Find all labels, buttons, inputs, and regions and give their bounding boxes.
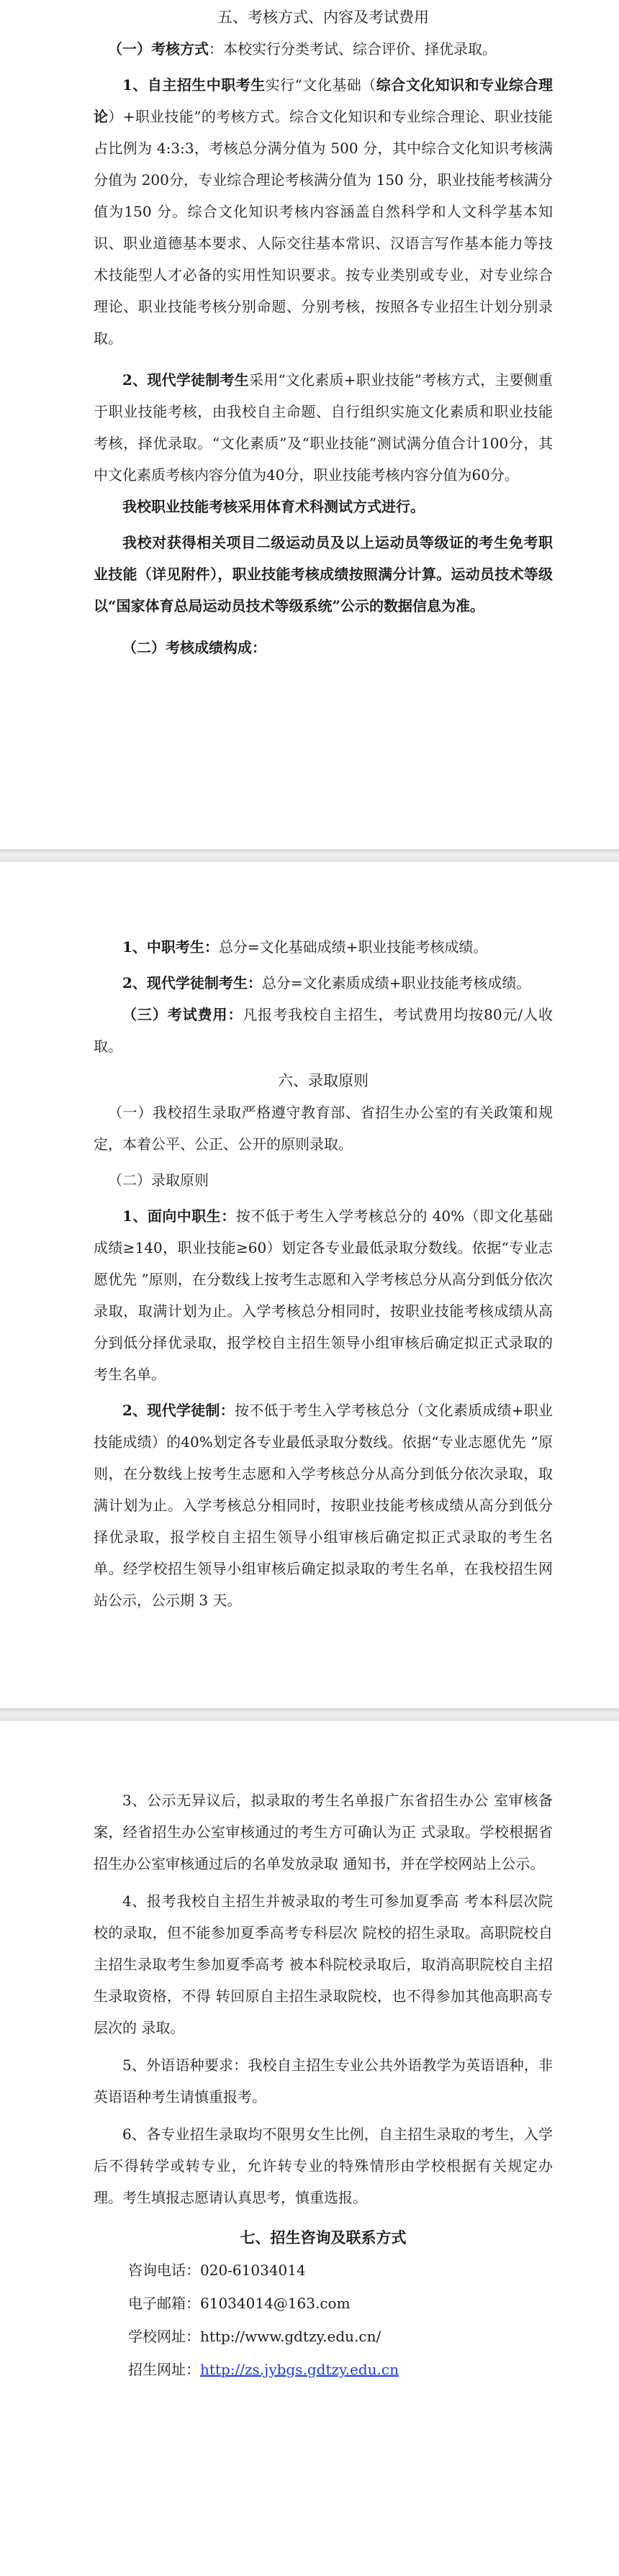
athlete-exemption-paragraph: 我校对获得相关项目二级运动员及以上运动员等级证的考生免考职业技能（详见附件），职业技能考核成绩按照满分计算。运动员技术等级以“国家体育总局运动员技术等级系统”公示的数据信息为准。 xyxy=(94,534,553,614)
assessment-method-text: ：本校实行分类考试、综合评价、择优录取。 xyxy=(209,40,497,58)
document-page-2 xyxy=(0,862,619,1708)
vocational-student-bold: 综合文化知识和专业综合理论 xyxy=(94,76,554,125)
score-vocational-paragraph xyxy=(94,931,553,963)
vocational-student-paragraph xyxy=(94,69,553,354)
score-composition-heading: （二）考核成绩构成： xyxy=(122,639,266,656)
admission-principle-heading: （二）录取原则 xyxy=(108,1171,209,1189)
document-page-3 xyxy=(0,1721,619,2576)
summer-exam-paragraph: 4、报考我校自主招生并被录取的考生可参加夏季高 考本科层次院校的录取，但不能参加夏季高考专科层次 院校的招生录取。高职院校自主招生录取考生参加夏季高考 被本科院校录取后，取消高职院校自主招生录取资格，不得 转回原自主招生录取院校，也不得参加其他高职高专层次的 录取。 xyxy=(94,1892,553,2036)
admission-vocational-paragraph xyxy=(94,1200,553,1390)
score-apprentice-text: 总分=文化素质成绩+职业技能考核成绩。 xyxy=(261,974,531,992)
apprentice-paragraph xyxy=(94,364,553,491)
school-website-line xyxy=(94,2320,553,2353)
admission-vocational-text: 按不低于考生入学考核总分的 40%（即文化基础成绩≥140，职业技能≥60）划定各专业最低录取分数线。依据“专业志愿优先 ”原则，在分数线上按考生志愿和入学考核总分从高分到低分依次录取，取满计划为止。入学考核总分相同时，按职业技能考核成绩从高分到低分择优录取，报学校自主招生领导小组审核后确定拟正式录取的考生名单。 xyxy=(94,1207,554,1383)
admission-vocational-lead: 1、面向中职生： xyxy=(122,1207,236,1225)
apprentice-text: 采用“文化素质+职业技能”考核方式，主要侧重于职业技能考核，由我校自主命题、自行组织实施文化素质和职业技能考核，择优录取。“文化素质”及“职业技能”测试满分值合计100分，其中文化素质考核内容分值为40分，职业技能考核内容分值为60分。 xyxy=(94,371,553,484)
score-apprentice-lead: 2、现代学徒制考生： xyxy=(122,974,262,992)
enrollment-website-link[interactable]: http://zs.jybgs.gdtzy.edu.cn xyxy=(200,2361,399,2378)
page-divider xyxy=(0,1708,619,1721)
document-page-1 xyxy=(0,0,619,849)
language-requirement-paragraph: 5、外语语种要求：我校自主招生专业公共外语教学为英语语种，非英语语种考生请慎重报考。 xyxy=(94,2056,553,2105)
apprentice-lead: 2、现代学徒制考生 xyxy=(122,371,249,389)
sport-test-paragraph: 我校职业技能考核采用体育术科测试方式进行。 xyxy=(122,498,425,515)
vocational-student-text-b: ）+职业技能”的考核方式。综合文化知识和专业综合理论、职业技能占比例为 4:3:3，考核总分满分值为 500 分，其中综合文化知识考核满分值为 200分，专业综合理论考核满分值为 150 分，职业技能考核满分值为150 分。综合文化知识考核内容涵盖自然科学和人文科学基本知识、职业道德基本要求、人际交往基本常识、汉语言写作基本能力等技术技能型人才必备的实用性知识要求。按专业类别或专业，对专业综合理论、职业技能考核分别命题、分别考核，按照各专业招生计划分别录取。 xyxy=(94,108,554,347)
admission-policy-paragraph: （一）我校招生录取严格遵守教育部、省招生办公室的有关政策和规定，本着公平、公正、公开的原则录取。 xyxy=(94,1104,553,1153)
section-7-heading: 七、招生咨询及联系方式 xyxy=(240,2228,407,2246)
assessment-method-label: （一）考核方式 xyxy=(108,40,209,58)
enrollment-website-line xyxy=(94,2353,553,2386)
section-5-heading: 五、考核方式、内容及考试费用 xyxy=(217,9,429,26)
assessment-method-paragraph xyxy=(94,33,553,65)
score-apprentice-paragraph xyxy=(94,967,553,999)
gender-ratio-paragraph: 6、各专业招生录取均不限男女生比例，自主招生录取的考生，入学后不得转学或转专业，允许转专业的特殊情形由学校根据有关规定办理。考生填报志愿请认真思考，慎重选报。 xyxy=(94,2126,553,2206)
page-divider xyxy=(0,849,619,862)
score-vocational-lead: 1、中职考生： xyxy=(122,938,219,956)
publicity-paragraph: 3、公示无异议后，拟录取的考生名单报广东省招生办公 室审核备案，经省招生办公室审核通过的考生方可确认为正 式录取。学校根据省招生办公室审核通过后的名单发放录取 通知书，并在学校网站上公示。 xyxy=(94,1792,553,1872)
enrollment-website-label: 招生网址： xyxy=(128,2361,200,2378)
admission-apprentice-text: 按不低于考生入学考核总分（文化素质成绩+职业技能成绩）的40%划定各专业最低录取分数线。依据“专业志愿优先 ”原则，在分数线上按考生志愿和入学考核总分从高分到低分依次录取，取满计划为止。入学考核总分相同时，按职业技能考核成绩从高分到低分择优录取，报学校自主招生领导小组审核后确定拟正式录取的考生名单。经学校招生领导小组审核后确定拟录取的考生名单，在我校招生网站公示，公示期 3 天。 xyxy=(94,1402,553,1609)
vocational-student-text-a: 实行“文化基础（ xyxy=(265,76,376,94)
school-website-url[interactable]: http://www.gdtzy.edu.cn/ xyxy=(200,2328,381,2345)
school-website-label: 学校网址： xyxy=(128,2328,200,2345)
section-6-heading: 六、录取原则 xyxy=(278,1072,369,1089)
admission-apprentice-lead: 2、现代学徒制： xyxy=(122,1402,235,1419)
phone-line: 咨询电话：020-61034014 xyxy=(128,2262,306,2279)
vocational-student-lead: 1、自主招生中职考生 xyxy=(122,76,266,94)
exam-fee-paragraph xyxy=(94,999,553,1062)
admission-apprentice-paragraph xyxy=(94,1394,553,1616)
exam-fee-text: 凡报考我校自主招生，考试费用均按80元/人收取。 xyxy=(94,1006,553,1055)
email-line: 电子邮箱：61034014@163.com xyxy=(128,2295,351,2312)
score-vocational-text: 总分=文化基础成绩+职业技能考核成绩。 xyxy=(218,938,488,956)
exam-fee-lead: （三）考试费用： xyxy=(122,1006,243,1023)
